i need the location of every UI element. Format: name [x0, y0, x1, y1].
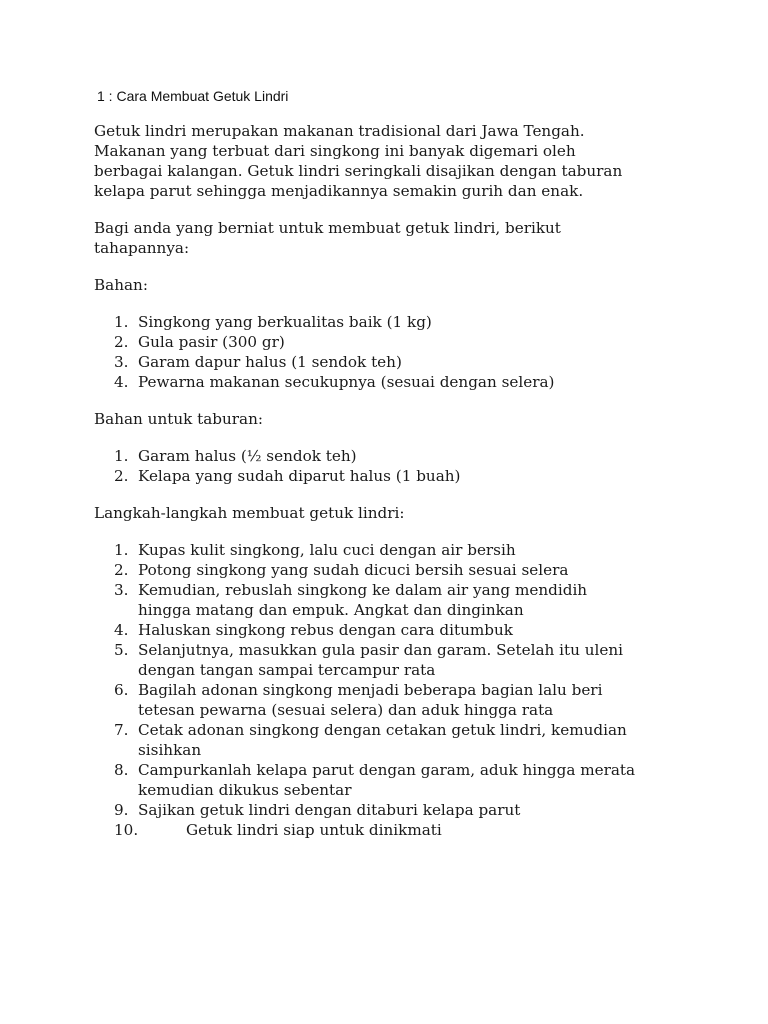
list-item-text: dengan tangan sampai tercampur rata — [138, 661, 436, 679]
list-item-text: sisihkan — [138, 741, 202, 759]
list-item-text: tetesan pewarna (sesuai selera) dan aduk hingga rata — [138, 701, 554, 719]
list-item-number: 1. — [114, 541, 129, 559]
taburan-title: Bahan untuk taburan: — [94, 410, 264, 428]
document-body — [94, 121, 674, 857]
list-item — [94, 640, 674, 680]
list-item-text: Garam halus (½ sendok teh) — [138, 447, 357, 465]
list-item-text: Gula pasir (300 gr) — [138, 333, 285, 351]
list-item-number: 2. — [114, 333, 129, 351]
list-item-text: Kemudian, rebuslah singkong ke dalam air yang mendidih — [138, 581, 588, 599]
lead-line: Bagi anda yang berniat untuk membuat getuk lindri, berikut — [94, 219, 561, 237]
list-item — [94, 580, 674, 620]
list-item-number: 1. — [114, 313, 129, 331]
list-item-number: 5. — [114, 641, 129, 659]
list-item-text: Campurkanlah kelapa parut dengan garam, aduk hingga merata — [138, 761, 636, 779]
list-item-number: 2. — [114, 561, 129, 579]
list-item-text: Singkong yang berkualitas baik (1 kg) — [138, 313, 432, 331]
list-item-text: Getuk lindri siap untuk dinikmati — [186, 821, 442, 839]
list-item — [94, 800, 674, 820]
list-item-text: Potong singkong yang sudah dicuci bersih sesuai selera — [138, 561, 569, 579]
langkah-list — [94, 540, 674, 840]
list-item-number: 3. — [114, 581, 129, 599]
intro-line: berbagai kalangan. Getuk lindri seringkali disajikan dengan taburan — [94, 162, 623, 180]
list-item-text: Sajikan getuk lindri dengan ditaburi kelapa parut — [138, 801, 521, 819]
list-item — [94, 446, 674, 466]
list-item-number: 7. — [114, 721, 129, 739]
list-item-text: Pewarna makanan secukupnya (sesuai dengan selera) — [138, 373, 555, 391]
list-item — [94, 332, 674, 352]
list-item — [94, 540, 674, 560]
list-item-text: Bagilah adonan singkong menjadi beberapa bagian lalu beri — [138, 681, 603, 699]
list-item — [94, 466, 674, 486]
list-item — [94, 680, 674, 720]
langkah-title: Langkah-langkah membuat getuk lindri: — [94, 504, 405, 522]
list-item-text: Haluskan singkong rebus dengan cara ditumbuk — [138, 621, 513, 639]
list-item-text: Kelapa yang sudah diparut halus (1 buah) — [138, 467, 461, 485]
list-item-number: 3. — [114, 353, 129, 371]
list-item-number: 4. — [114, 373, 129, 391]
list-item — [94, 760, 674, 800]
bahan-list — [94, 312, 674, 392]
taburan-list — [94, 446, 674, 486]
list-item — [94, 312, 674, 332]
intro-line: kelapa parut sehingga menjadikannya semakin gurih dan enak. — [94, 182, 584, 200]
list-item — [94, 372, 674, 392]
list-item-number: 8. — [114, 761, 129, 779]
list-item-text: Selanjutnya, masukkan gula pasir dan garam. Setelah itu uleni — [138, 641, 623, 659]
list-item-number: 6. — [114, 681, 129, 699]
bahan-title: Bahan: — [94, 276, 148, 294]
list-item-number: 10. — [114, 821, 139, 839]
list-item — [94, 352, 674, 372]
list-item — [94, 620, 674, 640]
document-heading: 1 : Cara Membuat Getuk Lindri — [97, 88, 289, 104]
list-item-number: 1. — [114, 447, 129, 465]
list-item-number: 2. — [114, 467, 129, 485]
lead-line: tahapannya: — [94, 239, 190, 257]
list-item-text: hingga matang dan empuk. Angkat dan dinginkan — [138, 601, 524, 619]
list-item-text: kemudian dikukus sebentar — [138, 781, 352, 799]
list-item-text: Cetak adonan singkong dengan cetakan getuk lindri, kemudian — [138, 721, 627, 739]
lead-paragraph — [94, 218, 674, 258]
list-item-text: Garam dapur halus (1 sendok teh) — [138, 353, 402, 371]
list-item — [94, 820, 674, 840]
list-item-number: 9. — [114, 801, 129, 819]
list-item — [94, 560, 674, 580]
intro-paragraph — [94, 121, 674, 201]
list-item — [94, 720, 674, 760]
intro-line: Getuk lindri merupakan makanan tradisional dari Jawa Tengah. — [94, 122, 585, 140]
list-item-number: 4. — [114, 621, 129, 639]
list-item-text: Kupas kulit singkong, lalu cuci dengan air bersih — [138, 541, 516, 559]
intro-line: Makanan yang terbuat dari singkong ini banyak digemari oleh — [94, 142, 576, 160]
